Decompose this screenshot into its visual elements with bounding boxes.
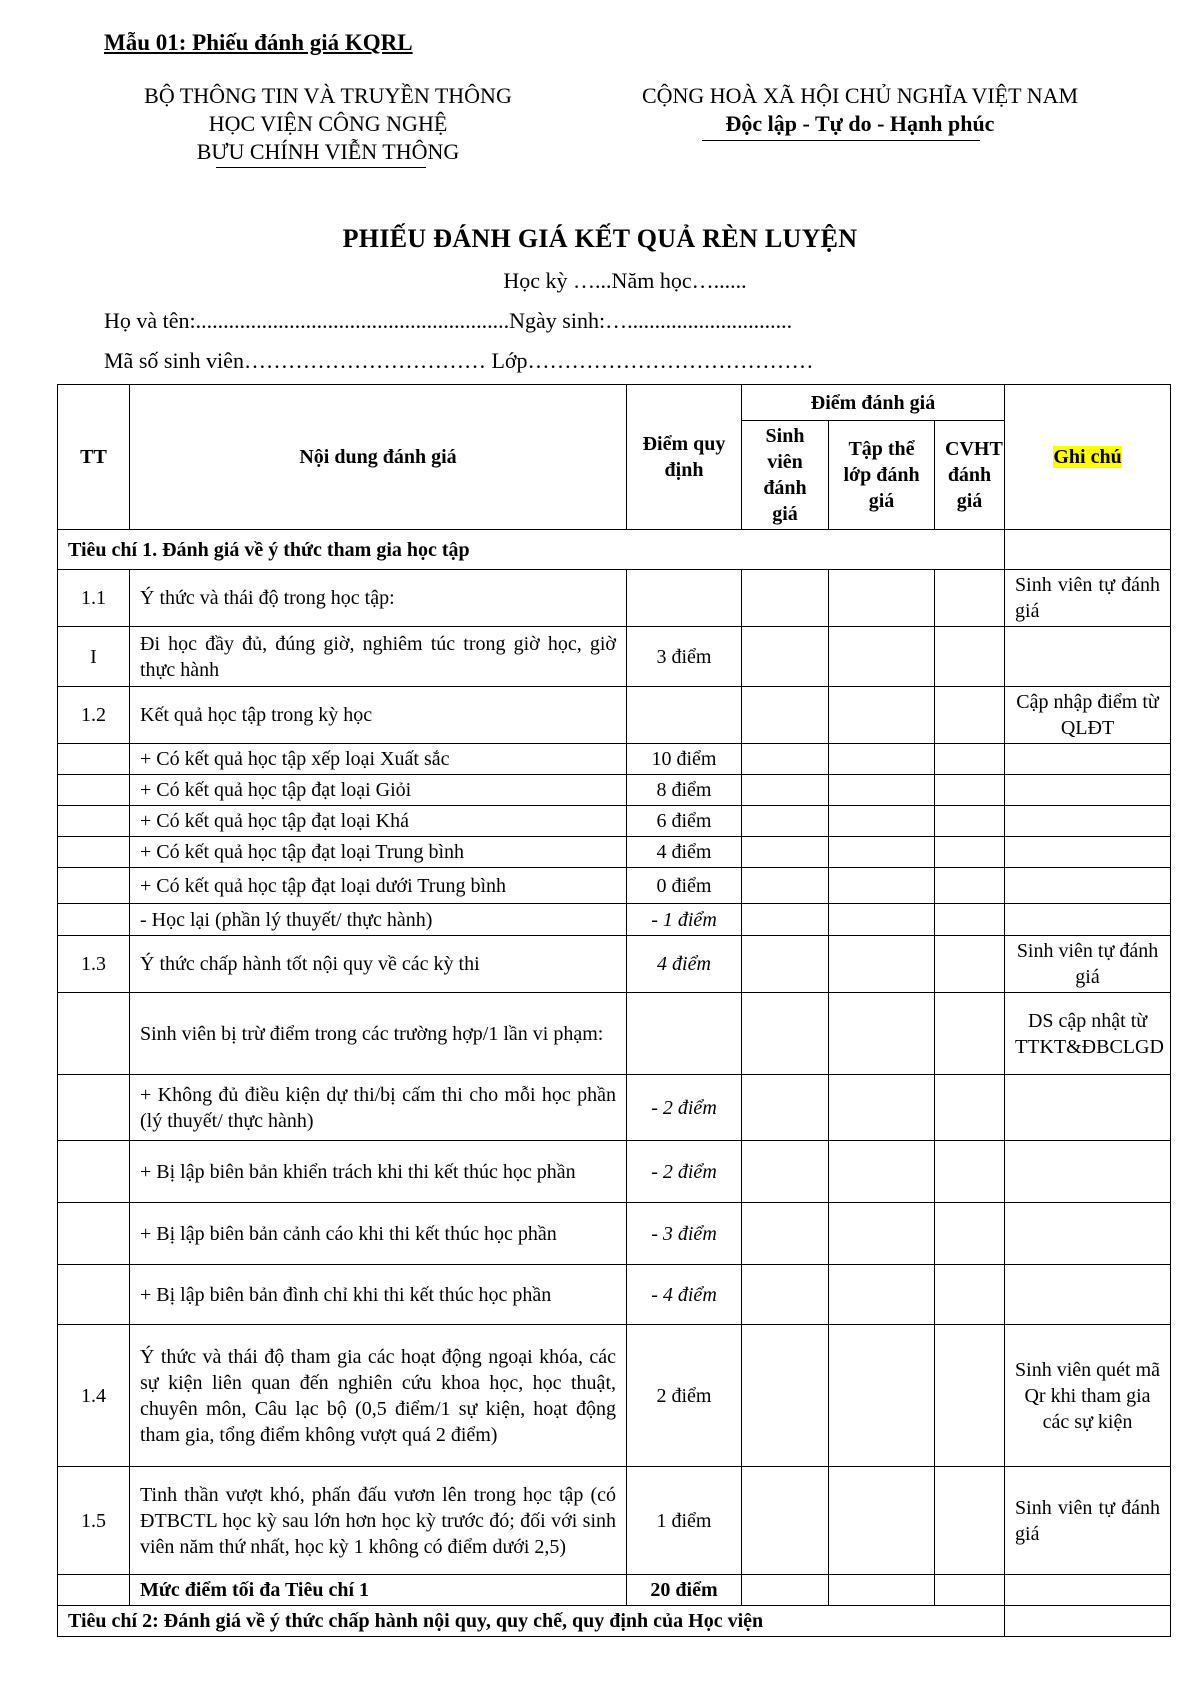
class-score-cell[interactable]	[829, 1075, 935, 1141]
institute-name-line1: HỌC VIỆN CÔNG NGHỆ	[208, 111, 448, 136]
class-score-cell[interactable]	[829, 570, 935, 627]
row-points: 6 điểm	[627, 806, 742, 837]
row-tt	[58, 993, 130, 1075]
criterion-1-total-row	[58, 1575, 1171, 1606]
student-score-cell[interactable]	[742, 1203, 829, 1265]
header-left-underline	[216, 167, 426, 168]
student-score-cell[interactable]	[742, 936, 829, 993]
col-header-tt: TT	[58, 385, 130, 530]
table-row	[58, 1141, 1171, 1203]
row-note: DS cập nhật từ TTKT&ĐBCLGD	[1005, 993, 1171, 1075]
col-header-note-cell	[1005, 385, 1171, 530]
row-content: Đi học đầy đủ, đúng giờ, nghiêm túc trong giờ học, giờ thực hành	[130, 627, 627, 687]
col-header-evaluation: Điểm đánh giá	[742, 385, 1005, 421]
row-points: - 3 điểm	[627, 1203, 742, 1265]
row-tt	[58, 1575, 130, 1606]
student-score-cell[interactable]	[742, 1265, 829, 1325]
row-content: Ý thức chấp hành tốt nội quy về các kỳ thi	[130, 936, 627, 993]
table-row	[58, 744, 1171, 775]
row-tt	[58, 837, 130, 868]
student-name-line: Họ và tên:.........................................................Ngày sinh:…..............................	[104, 308, 793, 333]
class-score-cell[interactable]	[829, 1467, 935, 1575]
row-points: - 2 điểm	[627, 1141, 742, 1203]
student-score-cell[interactable]	[742, 837, 829, 868]
col-header-advisor: CVHT đánh giá	[935, 421, 1005, 530]
row-note: Sinh viên tự đánh giá	[1005, 570, 1171, 627]
row-tt: 1.2	[58, 687, 130, 744]
table-row	[58, 936, 1171, 993]
advisor-score-cell[interactable]	[935, 936, 1005, 993]
advisor-score-cell[interactable]	[935, 1075, 1005, 1141]
table-row	[58, 570, 1171, 627]
row-note	[1005, 775, 1171, 806]
row-content: Ý thức và thái độ trong học tập:	[130, 570, 627, 627]
document-title: PHIẾU ĐÁNH GIÁ KẾT QUẢ RÈN LUYỆN	[342, 224, 858, 253]
student-score-cell[interactable]	[742, 687, 829, 744]
row-tt: 1.5	[58, 1467, 130, 1575]
national-header	[590, 82, 1130, 138]
student-score-cell[interactable]	[742, 993, 829, 1075]
row-points	[627, 687, 742, 744]
class-score-cell[interactable]	[829, 687, 935, 744]
row-note	[1005, 744, 1171, 775]
row-note	[1005, 806, 1171, 837]
row-note	[1005, 904, 1171, 936]
class-score-cell[interactable]	[829, 868, 935, 904]
col-header-student: Sinh viên đánh giá	[742, 421, 829, 530]
advisor-score-cell[interactable]	[935, 627, 1005, 687]
row-tt	[58, 775, 130, 806]
advisor-score-cell[interactable]	[935, 570, 1005, 627]
student-score-cell[interactable]	[742, 806, 829, 837]
row-points: 10 điểm	[627, 744, 742, 775]
student-score-cell[interactable]	[742, 570, 829, 627]
criterion-1-total-label: Mức điểm tối đa Tiêu chí 1	[130, 1575, 627, 1606]
table-row	[58, 837, 1171, 868]
row-content: + Không đủ điều kiện dự thi/bị cấm thi cho mỗi học phần (lý thuyết/ thực hành)	[130, 1075, 627, 1141]
row-tt	[58, 868, 130, 904]
student-score-cell[interactable]	[742, 1467, 829, 1575]
class-score-cell[interactable]	[829, 837, 935, 868]
col-header-content: Nội dung đánh giá	[130, 385, 627, 530]
class-score-cell[interactable]	[829, 744, 935, 775]
advisor-score-cell[interactable]	[935, 1265, 1005, 1325]
student-score-cell[interactable]	[742, 627, 829, 687]
advisor-score-cell[interactable]	[935, 687, 1005, 744]
ministry-name: BỘ THÔNG TIN VÀ TRUYỀN THÔNG	[144, 83, 512, 108]
row-points	[627, 993, 742, 1075]
table-row	[58, 1075, 1171, 1141]
row-content: + Có kết quả học tập đạt loại Giỏi	[130, 775, 627, 806]
row-tt	[58, 744, 130, 775]
table-row	[58, 904, 1171, 936]
class-score-cell[interactable]	[829, 936, 935, 993]
advisor-score-cell[interactable]	[935, 868, 1005, 904]
row-content: Ý thức và thái độ tham gia các hoạt động ngoại khóa, các sự kiện liên quan đến nghiên cứu khoa học, học thuật, chuyên môn, Câu lạc bộ (0,5 điểm/1 sự kiện, hoạt động tham gia, tổng điểm không vượt quá 2 điểm)	[130, 1325, 627, 1467]
row-content: - Học lại (phần lý thuyết/ thực hành)	[130, 904, 627, 936]
student-id-line: Mã số sinh viên…………………………… Lớp…………………………………	[104, 348, 814, 373]
row-tt: 1.1	[58, 570, 130, 627]
class-score-cell[interactable]	[829, 806, 935, 837]
form-code: Mẫu 01: Phiếu đánh giá KQRL	[104, 30, 413, 55]
col-header-note: Ghi chú	[1053, 446, 1122, 468]
class-score-cell[interactable]	[829, 1203, 935, 1265]
national-motto: Độc lập - Tự do - Hạnh phúc	[725, 111, 995, 136]
row-content: + Có kết quả học tập đạt loại dưới Trung bình	[130, 868, 627, 904]
row-points: 4 điểm	[627, 936, 742, 993]
row-tt	[58, 1203, 130, 1265]
row-content: + Có kết quả học tập xếp loại Xuất sắc	[130, 744, 627, 775]
header-right-underline	[702, 140, 980, 141]
advisor-score-cell[interactable]	[935, 1325, 1005, 1467]
table-row	[58, 627, 1171, 687]
row-note	[1005, 627, 1171, 687]
student-score-cell[interactable]	[742, 744, 829, 775]
row-tt: I	[58, 627, 130, 687]
table-row	[58, 775, 1171, 806]
row-tt	[58, 1141, 130, 1203]
row-note	[1005, 1265, 1171, 1325]
student-score-cell[interactable]	[742, 904, 829, 936]
row-tt	[58, 806, 130, 837]
table-row	[58, 1265, 1171, 1325]
row-points: - 2 điểm	[627, 1075, 742, 1141]
student-score-cell[interactable]	[742, 1575, 829, 1606]
note-cell	[1005, 1606, 1171, 1637]
advisor-score-cell[interactable]	[935, 1141, 1005, 1203]
row-tt	[58, 1265, 130, 1325]
row-content: + Có kết quả học tập đạt loại Trung bình	[130, 837, 627, 868]
class-score-cell[interactable]	[829, 1141, 935, 1203]
row-note: Cập nhập điểm từ QLĐT	[1005, 687, 1171, 744]
row-content: + Bị lập biên bản khiển trách khi thi kết thúc học phần	[130, 1141, 627, 1203]
table-row	[58, 868, 1171, 904]
student-score-cell[interactable]	[742, 868, 829, 904]
advisor-score-cell[interactable]	[935, 744, 1005, 775]
note-cell	[1005, 530, 1171, 570]
advisor-score-cell[interactable]	[935, 775, 1005, 806]
advisor-score-cell[interactable]	[935, 1467, 1005, 1575]
row-points: - 1 điểm	[627, 904, 742, 936]
table-row	[58, 687, 1171, 744]
row-tt	[58, 1075, 130, 1141]
row-content: Sinh viên bị trừ điểm trong các trường hợp/1 lần vi phạm:	[130, 993, 627, 1075]
row-note: Sinh viên tự đánh giá	[1005, 936, 1171, 993]
criterion-1-total-points: 20 điểm	[627, 1575, 742, 1606]
table-row	[58, 1467, 1171, 1575]
row-note: Sinh viên quét mã Qr khi tham gia các sự kiện	[1005, 1325, 1171, 1467]
class-score-cell[interactable]	[829, 904, 935, 936]
row-points: 2 điểm	[627, 1325, 742, 1467]
row-note	[1005, 1203, 1171, 1265]
student-score-cell[interactable]	[742, 1075, 829, 1141]
advisor-score-cell[interactable]	[935, 806, 1005, 837]
row-points	[627, 570, 742, 627]
criterion-1-title: Tiêu chí 1. Đánh giá về ý thức tham gia học tập	[58, 530, 1005, 570]
ministry-header	[108, 82, 548, 166]
class-score-cell[interactable]	[829, 627, 935, 687]
advisor-score-cell[interactable]	[935, 904, 1005, 936]
evaluation-table	[57, 384, 1171, 1637]
class-score-cell[interactable]	[829, 1325, 935, 1467]
row-points: 4 điểm	[627, 837, 742, 868]
advisor-score-cell[interactable]	[935, 1575, 1005, 1606]
table-row	[58, 1203, 1171, 1265]
row-note	[1005, 1141, 1171, 1203]
class-score-cell[interactable]	[829, 993, 935, 1075]
advisor-score-cell[interactable]	[935, 1203, 1005, 1265]
class-score-cell[interactable]	[829, 775, 935, 806]
criterion-2-title: Tiêu chí 2: Đánh giá về ý thức chấp hành nội quy, quy chế, quy định của Học viện	[58, 1606, 1005, 1637]
row-note	[1005, 1575, 1171, 1606]
row-content: + Bị lập biên bản đình chỉ khi thi kết thúc học phần	[130, 1265, 627, 1325]
advisor-score-cell[interactable]	[935, 837, 1005, 868]
row-note: Sinh viên tự đánh giá	[1005, 1467, 1171, 1575]
row-note	[1005, 868, 1171, 904]
row-content: Tinh thần vượt khó, phấn đấu vươn lên trong học tập (có ĐTBCTL học kỳ sau lớn hơn học kỳ trước đó; đối với sinh viên năm thứ nhất, học kỳ 1 không có điểm dưới 2,5)	[130, 1467, 627, 1575]
table-row	[58, 1325, 1171, 1467]
table-row	[58, 993, 1171, 1075]
row-tt: 1.3	[58, 936, 130, 993]
table-row	[58, 806, 1171, 837]
semester-line: Học kỳ …...Năm học…......	[503, 268, 747, 293]
row-points: - 4 điểm	[627, 1265, 742, 1325]
row-points: 3 điểm	[627, 627, 742, 687]
row-content: Kết quả học tập trong kỳ học	[130, 687, 627, 744]
row-tt: 1.4	[58, 1325, 130, 1467]
row-tt	[58, 904, 130, 936]
row-note	[1005, 1075, 1171, 1141]
row-points: 0 điểm	[627, 868, 742, 904]
student-score-cell[interactable]	[742, 1141, 829, 1203]
row-content: + Bị lập biên bản cảnh cáo khi thi kết thúc học phần	[130, 1203, 627, 1265]
national-name: CỘNG HOÀ XÃ HỘI CHỦ NGHĨA VIỆT NAM	[641, 83, 1079, 108]
class-score-cell[interactable]	[829, 1575, 935, 1606]
student-score-cell[interactable]	[742, 775, 829, 806]
row-points: 8 điểm	[627, 775, 742, 806]
col-header-points: Điểm quy định	[627, 385, 742, 530]
student-score-cell[interactable]	[742, 1325, 829, 1467]
institute-name-line2: BƯU CHÍNH VIỄN THÔNG	[196, 139, 460, 164]
row-points: 1 điểm	[627, 1467, 742, 1575]
advisor-score-cell[interactable]	[935, 993, 1005, 1075]
class-score-cell[interactable]	[829, 1265, 935, 1325]
row-note	[1005, 837, 1171, 868]
col-header-class: Tập thể lớp đánh giá	[829, 421, 935, 530]
row-content: + Có kết quả học tập đạt loại Khá	[130, 806, 627, 837]
